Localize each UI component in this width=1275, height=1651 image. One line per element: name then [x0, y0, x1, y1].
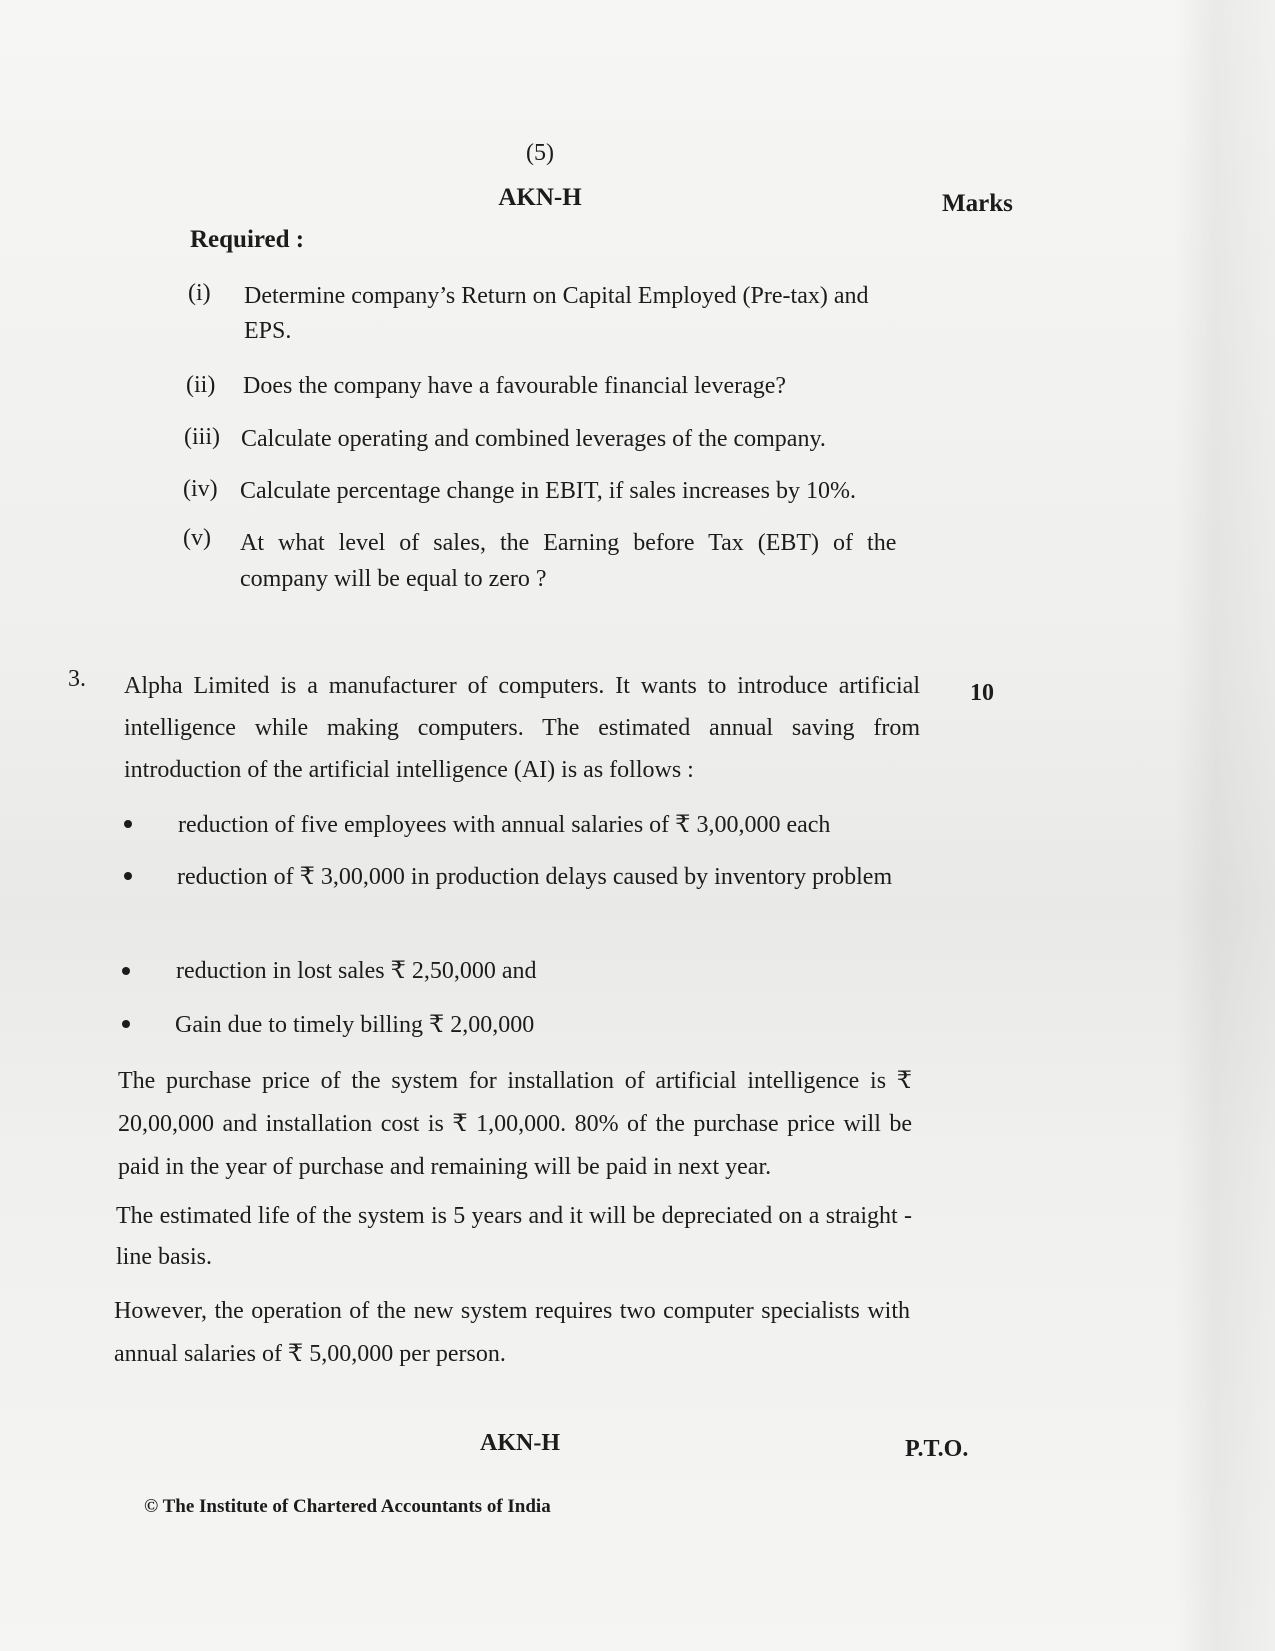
question-intro: Alpha Limited is a manufacturer of computers. It wants to introduce artificial intelligence while making computers. The estimated annual saving from introduction of the artificial intelligence (AI) is as follows :: [124, 673, 920, 783]
required-item-text: Does the company have a favourable financial leverage?: [243, 373, 787, 399]
required-item-text: Determine company’s Return on Capital Employed (Pre-tax) and: [244, 283, 869, 309]
page-binding-shadow: [1175, 0, 1275, 1651]
bullet-icon: [122, 967, 130, 975]
bullet-text: reduction of ₹ 3,00,000 in production delays caused by inventory problem: [177, 864, 893, 890]
bullet-text: Gain due to timely billing ₹ 2,00,000: [175, 1012, 535, 1038]
question-marks: 10: [970, 680, 994, 706]
required-heading: Required :: [190, 226, 305, 253]
bullet-text: reduction in lost sales ₹ 2,50,000 and: [176, 958, 537, 984]
page-number: (5): [526, 140, 554, 166]
required-item-number: (ii): [186, 372, 216, 398]
required-item-number: (i): [188, 280, 211, 306]
required-item-number: (iii): [184, 424, 220, 450]
copyright-notice: © The Institute of Chartered Accountants of India: [144, 1496, 551, 1517]
bullet-icon: [124, 872, 132, 880]
pto-label: P.T.O.: [905, 1436, 969, 1462]
question-number: 3.: [68, 666, 86, 692]
operation-cost-paragraph: However, the operation of the new system requires two computer specialists with annual salaries of ₹ 5,00,000 per person.: [114, 1298, 910, 1367]
bullet-icon: [122, 1020, 130, 1028]
estimated-life-paragraph: The estimated life of the system is 5 years and it will be depreciated on a straight -line basis.: [116, 1203, 912, 1270]
required-item-number: (v): [183, 525, 211, 551]
paper-code-header: AKN-H: [498, 184, 582, 211]
required-item-text: Calculate percentage change in EBIT, if sales increases by 10%.: [240, 478, 856, 504]
bullet-text: reduction of five employees with annual salaries of ₹ 3,00,000 each: [178, 812, 831, 838]
required-item-text-continued: EPS.: [244, 318, 292, 344]
bullet-icon: [124, 820, 132, 828]
required-item-text-continued: company will be equal to zero ?: [240, 566, 547, 592]
required-item-text: At what level of sales, the Earning before Tax (EBT) of the: [240, 530, 897, 556]
required-item-text: Calculate operating and combined leverages of the company.: [241, 426, 826, 452]
required-item-number: (iv): [183, 476, 218, 502]
required-item-text-justified: [240, 530, 920, 557]
purchase-price-paragraph: The purchase price of the system for installation of artificial intelligence is ₹ 20,00,000 and installation cost is ₹ 1,00,000. 80% of the purchase price will be paid in the year of purchase and remaining will be paid in next year.: [118, 1068, 912, 1180]
marks-label: Marks: [942, 190, 1013, 217]
paper-code-footer: AKN-H: [480, 1430, 560, 1456]
